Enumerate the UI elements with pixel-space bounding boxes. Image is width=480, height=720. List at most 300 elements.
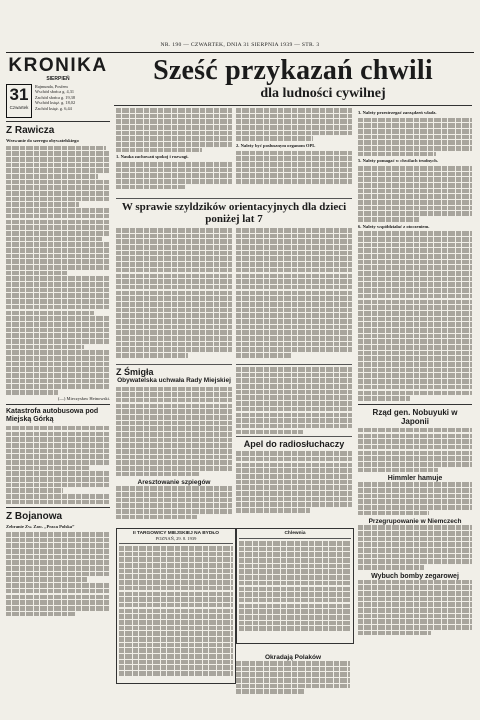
text-line [236, 418, 352, 423]
text-line [119, 643, 233, 648]
text-line [358, 468, 438, 473]
text-line [6, 449, 110, 454]
text-line [116, 245, 232, 250]
text-line [6, 612, 75, 617]
text-line [358, 271, 472, 276]
przykazanie-1: 1. Nauka zachowań spokoj i rozwagi. [116, 154, 189, 160]
text-line [116, 148, 202, 153]
szyldziki-col-a [116, 228, 232, 359]
text-line [239, 598, 351, 603]
text-line [239, 575, 351, 580]
przegrupowanie-heading: Przegrupowanie w Niemczech [368, 518, 462, 526]
text-line [116, 302, 232, 307]
text-line [6, 454, 110, 459]
text-line [116, 142, 232, 147]
text-line [358, 531, 472, 536]
text-line [358, 499, 472, 504]
text-line [116, 291, 232, 296]
text-line [358, 334, 472, 339]
main-subtitle: dla ludności cywilnej [260, 86, 386, 101]
text-line [358, 619, 472, 624]
cal-line: Zachód księż. g. 6,44 [35, 105, 72, 111]
text-line [358, 462, 472, 467]
text-line [358, 243, 472, 248]
text-line [6, 191, 110, 196]
text-line [236, 325, 352, 330]
calendar-weekday: Czwartek [9, 105, 29, 110]
text-line [358, 559, 472, 564]
przykazania-intro [116, 108, 232, 152]
text-line [358, 339, 472, 344]
text-line [116, 342, 232, 347]
cal-line: Wschód słońca g. 4,31 [35, 89, 75, 95]
text-line [358, 194, 472, 199]
text-line [358, 525, 472, 530]
przykazanie-5: 5. Należy pomagać w chwilach trudnych. [358, 158, 439, 164]
text-line [358, 362, 472, 367]
text-line [239, 564, 351, 569]
kronika-masthead: KRONIKA [8, 55, 108, 76]
text-line [116, 274, 232, 279]
text-line [6, 276, 110, 281]
divider [6, 507, 110, 508]
text-line [6, 494, 110, 499]
text-line [6, 311, 94, 316]
text-line [6, 259, 110, 264]
text-line [236, 313, 352, 318]
text-line [6, 231, 110, 236]
text-line [6, 443, 110, 448]
text-line [358, 260, 472, 265]
himmler-heading: Himmler hamuje [387, 475, 443, 483]
text-line [6, 362, 110, 367]
targowica-heading: II TARGOWICY MIEJSKIEJ NA BYDŁO [133, 531, 219, 536]
text-line [6, 146, 106, 151]
text-line [119, 665, 233, 670]
cal-line: Zachód słońca g. 19,38 [35, 94, 75, 100]
text-line [119, 603, 233, 608]
text-line [236, 136, 313, 141]
text-line [358, 451, 472, 456]
bojanowo-subheading: Zebranie Zw. Zaw. „Praca Polska” [6, 524, 75, 530]
text-line [236, 179, 352, 184]
text-line [119, 557, 233, 562]
divider [6, 404, 110, 405]
text-line [116, 472, 200, 477]
column-3-mid [236, 362, 352, 514]
text-line [116, 392, 232, 397]
calendar-day-number: 31 [9, 85, 29, 104]
text-line [358, 118, 472, 123]
text-line [116, 313, 232, 318]
text-line [236, 274, 352, 279]
text-line [358, 379, 472, 384]
text-line [116, 415, 232, 420]
text-line [116, 404, 232, 409]
text-line [239, 626, 351, 631]
text-line [236, 302, 352, 307]
text-line [6, 185, 110, 190]
text-line [116, 173, 232, 178]
text-line [6, 174, 98, 179]
text-line [6, 367, 110, 372]
text-line [236, 114, 352, 119]
rawicz-heading: Z Rawicza [6, 125, 55, 136]
aresztowanie-heading: Aresztowanie szpiegów [137, 479, 211, 487]
text-line [6, 379, 110, 384]
text-line [236, 256, 352, 261]
text-line [6, 214, 110, 219]
text-line [358, 356, 472, 361]
text-line [239, 547, 351, 552]
text-line [119, 586, 233, 591]
left-column [6, 56, 110, 617]
text-line [236, 451, 352, 456]
text-line [6, 483, 110, 488]
text-line [236, 330, 352, 335]
text-line [358, 585, 472, 590]
text-line [239, 581, 351, 586]
text-line [358, 172, 472, 177]
text-line [6, 606, 110, 611]
text-line [119, 660, 233, 665]
text-line [358, 554, 472, 559]
okradaja-heading: Okradają Polaków [265, 654, 321, 661]
text-line [358, 200, 472, 205]
text-line [6, 356, 110, 361]
text-line [6, 282, 110, 287]
text-line [116, 438, 232, 443]
text-line [6, 384, 110, 389]
text-line [358, 300, 472, 305]
text-line [6, 555, 110, 560]
text-line [119, 569, 233, 574]
text-line [116, 239, 232, 244]
text-line [236, 502, 352, 507]
text-line [236, 168, 352, 173]
text-line [6, 225, 110, 230]
text-line [358, 625, 472, 630]
text-line [6, 460, 110, 465]
text-line [116, 492, 232, 497]
text-line [6, 305, 110, 310]
text-line [358, 602, 472, 607]
divider [236, 436, 352, 437]
text-line [236, 672, 350, 677]
text-line [239, 552, 351, 557]
text-line [6, 202, 79, 207]
text-line [116, 466, 232, 471]
text-line [119, 637, 233, 642]
text-line [358, 345, 472, 350]
text-line [6, 288, 110, 293]
text-line [119, 574, 233, 579]
szyldziki-col-b [236, 228, 352, 359]
text-line [358, 217, 420, 222]
text-line [358, 146, 472, 151]
targowica-table [116, 528, 236, 684]
text-line [116, 398, 232, 403]
text-line [6, 254, 110, 259]
text-line [358, 311, 472, 316]
text-line [358, 135, 472, 140]
text-line [236, 296, 352, 301]
szyldziki-article [116, 196, 352, 359]
text-line [358, 488, 472, 493]
text-line [6, 350, 110, 355]
text-line [116, 353, 188, 358]
column-3-top [236, 108, 352, 185]
text-line [358, 445, 472, 450]
text-line [236, 468, 352, 473]
text-line [236, 336, 352, 341]
text-line [116, 347, 232, 352]
text-line [6, 242, 110, 247]
text-line [358, 129, 472, 134]
text-line [119, 552, 233, 557]
text-line [116, 131, 232, 136]
przykazanie-2: 2. Należy być posłusznym organom OPL [236, 143, 316, 149]
text-line [236, 162, 352, 167]
text-line [119, 609, 233, 614]
text-line [116, 455, 232, 460]
text-line [6, 589, 110, 594]
text-line [6, 543, 110, 548]
text-line [236, 367, 352, 372]
text-line [119, 648, 233, 653]
text-line [358, 542, 472, 547]
calendar-date-box [6, 84, 32, 118]
okradaja-article [236, 654, 350, 695]
text-line [116, 432, 232, 437]
text-line [116, 262, 232, 267]
text-line [239, 569, 351, 574]
text-line [358, 177, 472, 182]
text-line [236, 308, 352, 313]
text-line [6, 180, 110, 185]
text-line [358, 322, 472, 327]
text-line [116, 421, 232, 426]
text-line [236, 424, 352, 429]
text-line [6, 333, 110, 338]
text-line [358, 123, 472, 128]
text-line [358, 385, 472, 390]
smigla-heading: Z Śmigła [116, 367, 154, 377]
text-line [358, 328, 472, 333]
wybuch-heading: Wybuch bomby zegarowej [371, 572, 459, 580]
text-line [358, 456, 472, 461]
text-line [6, 248, 110, 253]
text-line [358, 494, 472, 499]
text-line [358, 248, 472, 253]
text-line [236, 125, 352, 130]
rawicz-signature: (—) Mieczysław Heinowski. [57, 395, 110, 401]
text-line [236, 239, 352, 244]
text-line [116, 279, 232, 284]
text-line [236, 151, 352, 156]
column-2 [116, 108, 232, 190]
text-line [239, 615, 351, 620]
smigla-subheading: Obywatelska uchwała Rady Miejskiej [117, 377, 231, 384]
text-line [6, 293, 110, 298]
text-line [358, 152, 436, 157]
text-line [119, 597, 233, 602]
text-line [358, 282, 472, 287]
text-line [358, 591, 472, 596]
calendar-info [35, 84, 75, 111]
text-line [236, 430, 303, 435]
text-line [358, 277, 472, 282]
text-line [358, 237, 472, 242]
text-line [6, 532, 110, 537]
text-line [236, 347, 352, 352]
text-line [116, 168, 232, 173]
calendar-month: SIERPIEŃ [46, 76, 70, 82]
text-line [116, 336, 232, 341]
text-line [119, 626, 233, 631]
text-line [6, 208, 110, 213]
bojanowo-text-block [6, 532, 110, 616]
text-line [6, 373, 110, 378]
text-line [236, 119, 352, 124]
text-line [6, 271, 68, 276]
text-line [116, 234, 232, 239]
text-line [236, 378, 352, 383]
text-line [236, 373, 352, 378]
bojanowo-heading: Z Bojanowa [6, 511, 63, 523]
text-line [119, 671, 233, 676]
text-line [236, 245, 352, 250]
chlewnia-table [236, 528, 354, 644]
main-title: Sześć przykazań chwili [153, 55, 433, 86]
divider [358, 404, 472, 405]
text-line [239, 621, 351, 626]
text-line [119, 546, 233, 551]
text-line [358, 265, 472, 270]
text-line [236, 413, 352, 418]
text-line [119, 654, 233, 659]
text-line [6, 322, 110, 327]
text-line [6, 538, 110, 543]
text-line [116, 460, 232, 465]
text-line [116, 285, 232, 290]
text-line [358, 396, 410, 401]
text-line [358, 614, 472, 619]
text-line [358, 597, 472, 602]
text-line [358, 580, 472, 585]
text-line [358, 211, 472, 216]
text-line [116, 325, 232, 330]
text-line [116, 426, 232, 431]
text-line [119, 563, 233, 568]
text-line [358, 317, 472, 322]
text-line [6, 577, 87, 582]
text-line [116, 330, 232, 335]
text-line [116, 308, 232, 313]
text-line [236, 661, 350, 666]
text-line [6, 339, 110, 344]
text-line [236, 353, 292, 358]
text-line [358, 166, 472, 171]
text-line [6, 549, 110, 554]
text-line [358, 565, 424, 570]
text-line [6, 471, 110, 476]
rawicz-text-block [6, 146, 110, 395]
text-line [358, 254, 472, 259]
text-line [119, 580, 233, 585]
text-line [358, 373, 472, 378]
text-line [116, 136, 232, 141]
text-line [6, 328, 110, 333]
text-line [236, 319, 352, 324]
text-line [236, 234, 352, 239]
text-line [236, 108, 352, 113]
text-line [236, 390, 352, 395]
text-line [236, 342, 352, 347]
text-line [236, 268, 352, 273]
text-line [6, 220, 110, 225]
text-line [358, 140, 472, 145]
divider [6, 121, 110, 122]
text-line [116, 515, 197, 520]
divider [119, 543, 233, 544]
text-line [358, 439, 472, 444]
text-line [116, 486, 232, 491]
text-line [236, 156, 352, 161]
cal-line: Wschód księż. g. 18,02 [35, 100, 76, 106]
text-line [358, 537, 472, 542]
calendar-block [6, 84, 110, 118]
text-line [239, 609, 351, 614]
text-line [358, 189, 472, 194]
text-line [236, 173, 352, 178]
text-line [116, 108, 232, 113]
text-line [119, 631, 233, 636]
text-line [239, 558, 351, 563]
text-line [6, 466, 89, 471]
text-line [239, 587, 351, 592]
text-line [236, 401, 352, 406]
text-line [6, 583, 110, 588]
main-banner [114, 56, 472, 109]
text-line [6, 390, 58, 395]
text-line [358, 428, 472, 433]
text-line [236, 285, 352, 290]
text-line [358, 391, 472, 396]
text-line [236, 251, 352, 256]
text-line [358, 631, 431, 636]
text-line [6, 163, 110, 168]
text-line [358, 206, 472, 211]
text-line [236, 474, 352, 479]
text-line [6, 432, 110, 437]
text-line [116, 228, 232, 233]
katastrofa-heading: Katastrofa autobusowa pod Miejską Górką [6, 407, 99, 423]
smigla-article [116, 362, 232, 521]
text-line [236, 667, 350, 672]
text-line [358, 608, 472, 613]
text-line [358, 183, 472, 188]
text-line [236, 131, 352, 136]
text-line [236, 228, 352, 233]
text-line [239, 592, 351, 597]
text-line [358, 231, 472, 236]
text-line [236, 407, 352, 412]
text-line [6, 488, 63, 493]
text-line [116, 251, 232, 256]
text-line [358, 482, 472, 487]
text-line [6, 237, 102, 242]
